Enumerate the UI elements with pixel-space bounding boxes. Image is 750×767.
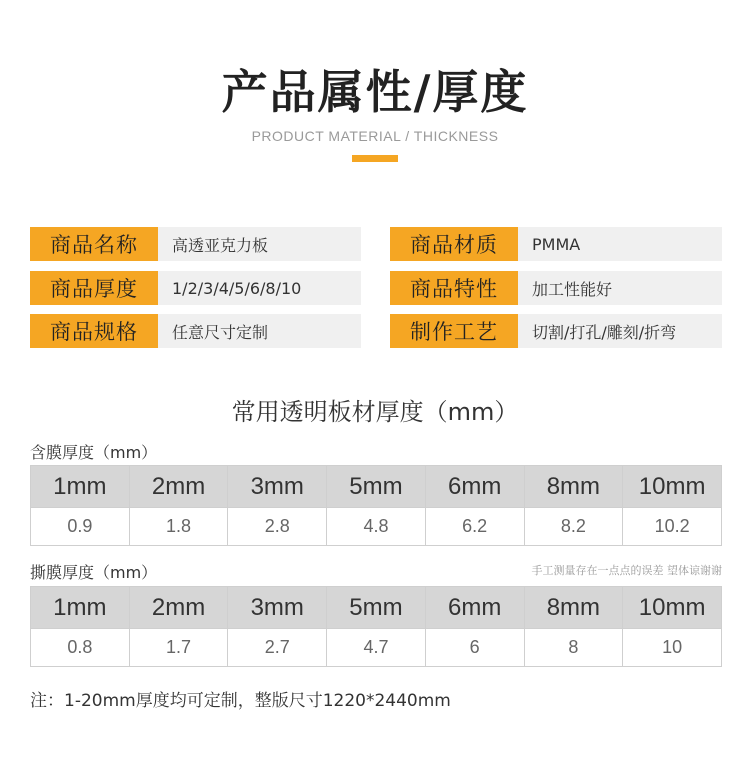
table-header-cell: 6mm	[425, 466, 524, 508]
table-header-row	[31, 466, 722, 508]
attr-value: 切割/打孔/雕刻/折弯	[518, 314, 722, 348]
table-cell: 8	[524, 629, 623, 667]
table-caption-with-film: 含膜厚度（mm）	[30, 443, 158, 462]
table-cell: 0.9	[31, 508, 130, 546]
table-header-cell: 8mm	[524, 587, 623, 629]
table-cell: 10	[623, 629, 722, 667]
table-header-cell: 3mm	[228, 587, 327, 629]
table-cell: 4.8	[327, 508, 426, 546]
table-header-cell: 10mm	[623, 587, 722, 629]
table-header-cell: 2mm	[129, 466, 228, 508]
attr-product-thickness	[30, 271, 361, 305]
table-header-cell: 3mm	[228, 466, 327, 508]
attr-value: 高透亚克力板	[158, 227, 361, 261]
table-header-cell: 10mm	[623, 466, 722, 508]
table-cell: 6.2	[425, 508, 524, 546]
table-cell: 1.7	[129, 629, 228, 667]
table-header-cell: 8mm	[524, 466, 623, 508]
attr-product-name	[30, 227, 361, 261]
attr-process	[390, 314, 722, 348]
table-header-row	[31, 587, 722, 629]
table-row	[31, 508, 722, 546]
table-header-cell: 1mm	[31, 587, 130, 629]
attr-value: 1/2/3/4/5/6/8/10	[158, 271, 361, 305]
table-header-cell: 5mm	[327, 466, 426, 508]
attr-label: 商品名称	[30, 227, 158, 261]
thickness-table-with-film	[30, 465, 722, 546]
attr-label: 制作工艺	[390, 314, 518, 348]
attr-product-feature	[390, 271, 722, 305]
attr-label: 商品特性	[390, 271, 518, 305]
table-row	[31, 629, 722, 667]
table-cell: 1.8	[129, 508, 228, 546]
table-cell: 6	[425, 629, 524, 667]
table-cell: 2.8	[228, 508, 327, 546]
attr-value: 任意尺寸定制	[158, 314, 361, 348]
attr-label: 商品材质	[390, 227, 518, 261]
table-cell: 0.8	[31, 629, 130, 667]
title-accent-bar	[352, 155, 398, 162]
attr-label: 商品厚度	[30, 271, 158, 305]
table-cell: 10.2	[623, 508, 722, 546]
table-header-cell: 1mm	[31, 466, 130, 508]
table-header-cell: 5mm	[327, 587, 426, 629]
table-cell: 4.7	[327, 629, 426, 667]
attr-label: 商品规格	[30, 314, 158, 348]
thickness-table-film-removed	[30, 586, 722, 667]
attr-product-spec	[30, 314, 361, 348]
attr-value: PMMA	[518, 227, 722, 261]
table-header-cell: 2mm	[129, 587, 228, 629]
measurement-note: 手工测量存在一点点的误差 望体谅谢谢	[531, 564, 722, 577]
attr-product-material	[390, 227, 722, 261]
attr-value: 加工性能好	[518, 271, 722, 305]
table-caption-film-removed: 撕膜厚度（mm）	[30, 563, 158, 582]
table-cell: 2.7	[228, 629, 327, 667]
table-header-cell: 6mm	[425, 587, 524, 629]
page-subtitle: PRODUCT MATERIAL / THICKNESS	[251, 128, 499, 144]
footnote: 注：1-20mm厚度均可定制，整版尺寸1220*2440mm	[30, 691, 451, 711]
page-title: 产品属性/厚度	[221, 65, 529, 119]
table-cell: 8.2	[524, 508, 623, 546]
thickness-section-title: 常用透明板材厚度（mm）	[231, 398, 519, 426]
